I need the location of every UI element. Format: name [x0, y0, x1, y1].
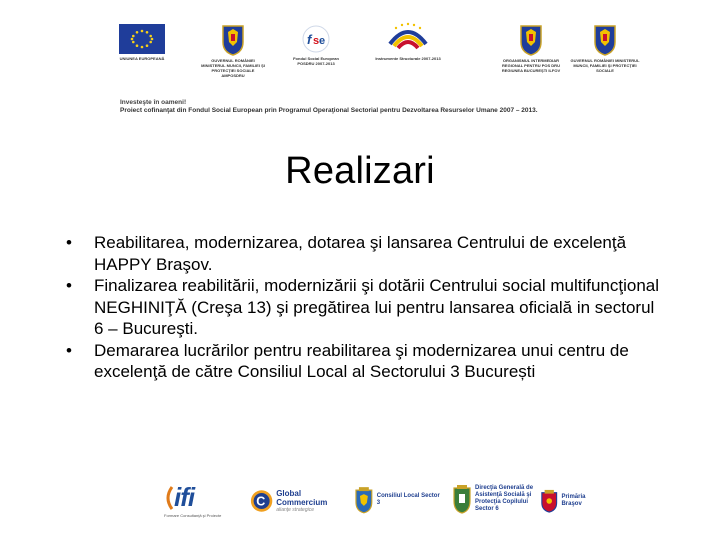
bullet-text: Demararea lucrărilor pentru reabilitarea şi modernizarea unui centru de excelenţă de către Consiliul Local al Sectorului 3 București	[94, 340, 629, 381]
ifi-mark: ifi	[174, 482, 195, 512]
dgasp-line: Sector 6	[475, 506, 499, 512]
dgasp-line: Direcţia Generală de	[475, 485, 534, 491]
brasov-name: Primăria Braşov	[561, 494, 586, 507]
fse-logo	[286, 14, 346, 66]
bullet-list	[62, 232, 662, 383]
global-commercium-name: Global Commercium	[276, 489, 328, 507]
global-commercium-icon	[250, 488, 273, 514]
bullet-icon: •	[66, 340, 72, 360]
list-item	[62, 232, 662, 275]
list-item	[62, 340, 662, 383]
eu-logo	[110, 14, 174, 61]
global-commercium-sub: alianţe strategice	[276, 507, 314, 513]
bullet-icon: •	[66, 233, 72, 252]
dgasp-crest-icon	[452, 484, 472, 514]
bullet-text: Reabilitarea, modernizarea, dotarea şi lansarea Centrului de excelenţă HAPPY Braşov.	[94, 233, 627, 274]
romanian-crest-icon	[221, 24, 245, 56]
svg-text:e: e	[319, 35, 326, 47]
regional-oi-logo	[496, 14, 566, 73]
brasov-crest-icon	[540, 488, 558, 514]
dgasp-line: Protecţia Copilului	[475, 499, 529, 505]
list-item	[62, 275, 662, 340]
slide-title: Realizari	[285, 150, 435, 192]
eu-flag-icon	[119, 24, 165, 54]
sector3-logo	[354, 486, 444, 514]
romanian-crest-icon	[593, 24, 617, 56]
svg-text:C: C	[256, 494, 266, 509]
romanian-crest-icon	[519, 24, 543, 56]
structural-instruments-logo	[370, 14, 446, 61]
global-commercium-logo	[250, 488, 346, 514]
partner-logos	[160, 478, 600, 528]
structural-instruments-icon	[386, 22, 430, 54]
svg-text:f: f	[307, 32, 312, 47]
dgasp-line: Asistenţă Socială şi	[475, 492, 532, 498]
logo-caption: GUVERNUL ROMÂNIEI MINISTERUL MUNCII, FAMILIEI ŞI PROTECŢIEI SOCIALE	[570, 58, 640, 73]
logo-caption: Instrumente Structurale 2007-2013	[375, 56, 441, 61]
brasov-logo	[540, 488, 604, 514]
ifi-subtitle: Formare Consultanţă şi Proiecte	[164, 513, 222, 518]
cofinance-statement	[120, 99, 538, 115]
logo-caption: Fondul Social European POSDRU 2007-2013	[293, 56, 339, 66]
bullet-text: Finalizarea reabilitării, modernizării şi dotării Centrului social multifuncţional NEGHINIŢĂ (Creşa 13) şi pregătirea lui pentru lansarea oficială in sectorul 6 – Bucureşti.	[94, 276, 660, 338]
fse-logo-icon	[301, 24, 331, 54]
logo-caption: GUVERNUL ROMÂNIEI MINISTERUL MUNCII, FAMILIEI ŞI PROTECŢIEI SOCIALE AMPOSDRU	[201, 58, 265, 78]
ifi-logo	[164, 482, 244, 518]
ifi-swoosh-icon	[164, 485, 174, 511]
sponsor-banner	[100, 14, 640, 114]
dgasp-logo	[452, 484, 540, 514]
logo-caption: ORGANISMUL INTERMEDIAR REGIONAL PENTRU POS DRU REGIUNEA BUCUREŞTI ILFOV	[501, 58, 561, 73]
cofinance-text: Proiect cofinanţat din Fondul Social European prin Programul Operaţional Sectorial pentru Dezvoltarea Resurselor Umane 2007 – 2013.	[120, 107, 538, 114]
svg-text:s: s	[313, 35, 320, 47]
tagline: Investeşte în oameni!	[120, 99, 187, 106]
gov-logo-2	[570, 14, 640, 73]
gov-logo-1	[200, 14, 266, 78]
sector3-name: Consiliul Local Sector 3	[376, 493, 440, 506]
bullet-icon: •	[66, 276, 72, 295]
sector3-crest-icon	[354, 486, 374, 514]
logo-caption: UNIUNEA EUROPEANĂ	[119, 56, 165, 61]
